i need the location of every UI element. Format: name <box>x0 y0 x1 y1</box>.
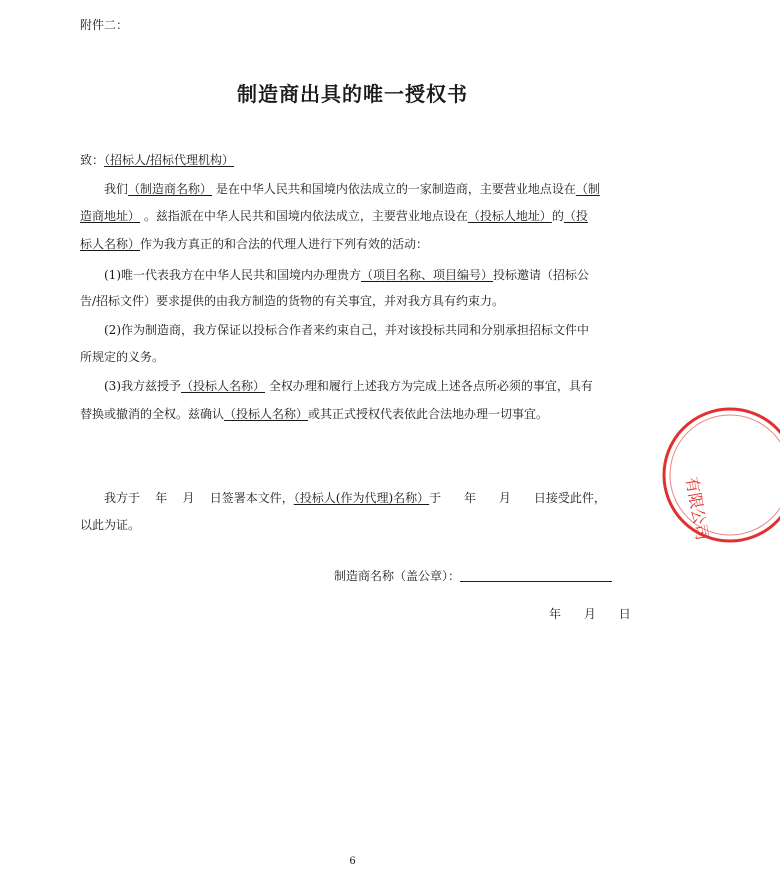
project-name-field: （项目名称、项目编号） <box>361 268 494 282</box>
manufacturer-address-field: （制 <box>575 182 600 196</box>
item-3-line-1 <box>80 377 649 395</box>
text: 我们 <box>104 182 129 196</box>
addressee-line <box>80 151 625 169</box>
text: 是在中华人民共和国境内依法成立的一家制造商，主要营业地点设在 <box>212 182 576 196</box>
bidder-name-field-cont: 标人名称） <box>80 237 141 251</box>
sign-line-1 <box>80 489 649 507</box>
page-title: 制造商出具的唯一授权书 <box>237 82 468 106</box>
bidder-name-field: （投标人名称） <box>224 407 309 421</box>
bidder-name-field: （投标人名称） <box>181 379 266 393</box>
manufacturer-address-field-cont: 造商地址） <box>80 209 141 223</box>
sign-line-2: 以此为证。 <box>80 518 141 532</box>
bidder-name-field: （投 <box>563 209 588 223</box>
item-1-line-1 <box>80 266 649 284</box>
text: (1)唯一代表我方在中华人民共和国境内办理贵方 <box>104 268 361 282</box>
text: 。兹指派在中华人民共和国境内依法成立，主要营业地点设在 <box>140 209 468 223</box>
text: 替换或撤消的全权。兹确认 <box>80 407 225 421</box>
text: 的 <box>551 209 564 223</box>
bidder-agent-name-field: （投标人(作为代理)名称） <box>293 491 430 505</box>
date-line: 年 月 日 <box>549 607 631 621</box>
item-1-line-2: 告/招标文件）要求提供的由我方制造的货物的有关事宜，并对我方具有约束力。 <box>80 294 505 308</box>
text: 作为我方真正的和合法的代理人进行下列有效的活动： <box>140 237 429 251</box>
manufacturer-seal-line <box>334 567 612 585</box>
signature-blank <box>460 569 612 582</box>
paragraph-1-line-3 <box>80 235 625 253</box>
paragraph-1-line-2 <box>80 207 625 225</box>
item-2-line-2: 所规定的义务。 <box>80 350 165 364</box>
bidder-address-field: （投标人地址） <box>467 209 552 223</box>
paragraph-1-line-1 <box>80 180 649 198</box>
item-3-line-2 <box>80 405 625 423</box>
addressee-prefix: 致： <box>80 153 105 167</box>
text: 投标邀请（招标公 <box>493 268 590 282</box>
attachment-label: 附件二： <box>80 18 129 32</box>
text: (3)我方兹授予 <box>104 379 181 393</box>
stamp-ring <box>664 409 780 541</box>
text: 全权办理和履行上述我方为完成上述各点所必须的事宜，具有 <box>265 379 593 393</box>
page-number: 6 <box>349 856 356 867</box>
manufacturer-name-field: （制造商名称） <box>128 182 213 196</box>
manufacturer-seal-label: 制造商名称（盖公章）： <box>334 569 461 583</box>
stamp-text: 有限公司 <box>682 475 712 542</box>
stamp-inner-ring <box>670 415 780 535</box>
company-seal-stamp <box>660 400 780 550</box>
addressee-field: （招标人/招标代理机构） <box>104 153 235 167</box>
item-2-line-1: (2)作为制造商，我方保证以投标合作者来约束自己，并对该投标共同和分别承担招标文件中 <box>104 323 590 337</box>
text: 或其正式授权代表依此合法地办理一切事宜。 <box>308 407 549 421</box>
text: 我方于 年 月 日签署本文件， <box>104 491 294 505</box>
text: 于 年 月 日接受此件， <box>429 491 606 505</box>
